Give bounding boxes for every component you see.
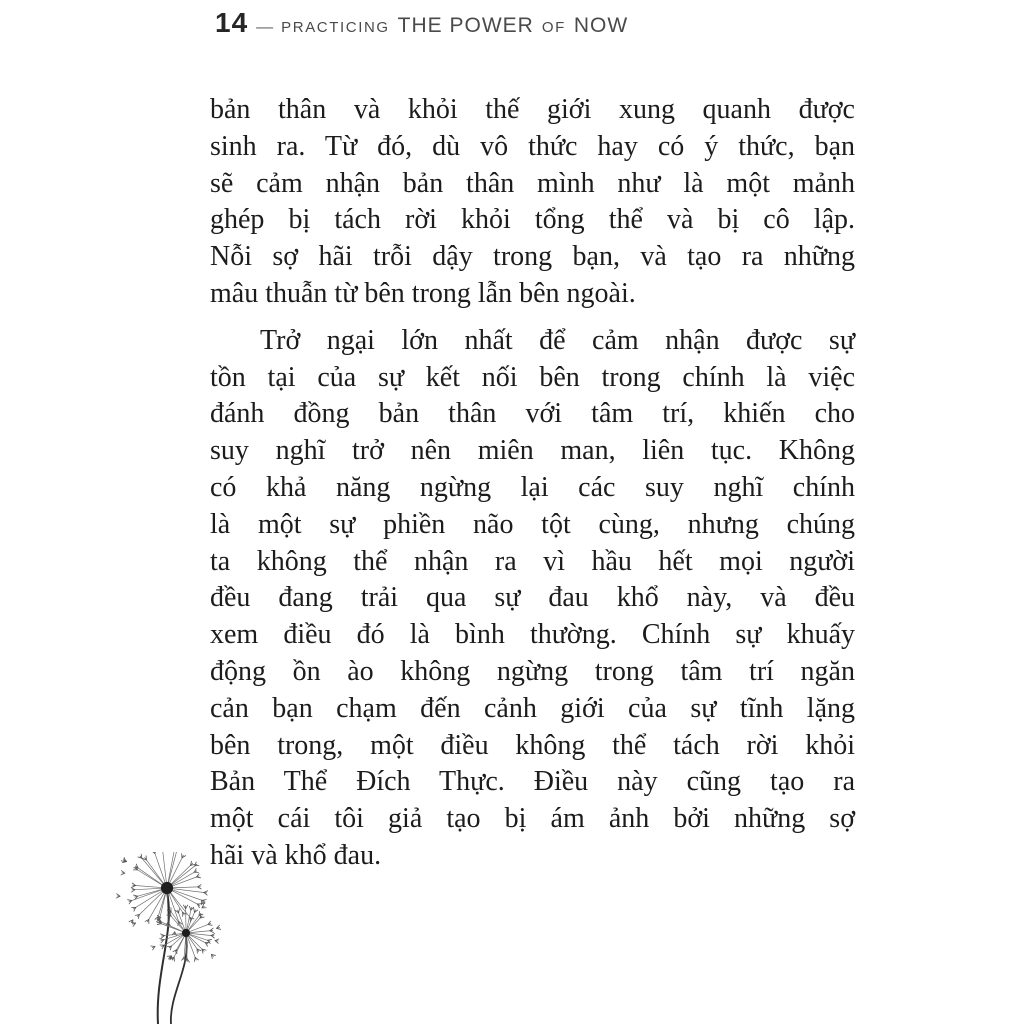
text-line: là một sự phiền não tột cùng, nhưng chúng	[210, 508, 855, 540]
text-line: đánh đồng bản thân với tâm trí, khiến cho	[210, 398, 855, 430]
paragraph	[210, 323, 855, 875]
text-line: sinh ra. Từ đó, dù vô thức hay có ý thức, bạn	[210, 130, 855, 162]
header-title-part: NOW	[573, 14, 629, 37]
text-line: động ồn ào không ngừng trong tâm trí ngăn	[210, 655, 855, 687]
text-line: đều đang trải qua sự đau khổ này, và đều	[210, 582, 855, 614]
text-line: ghép bị tách rời khỏi tổng thể và bị cô lập.	[210, 204, 855, 236]
text-line: tồn tại của sự kết nối bên trong chính là việc	[210, 361, 855, 393]
text-line: có khả năng ngừng lại các suy nghĩ chính	[210, 471, 855, 503]
text-line: xem điều đó là bình thường. Chính sự khuấy	[210, 619, 855, 651]
text-line: mâu thuẫn từ bên trong lẫn bên ngoài.	[210, 277, 636, 309]
page-number: 14	[215, 7, 249, 38]
text-line: ta không thể nhận ra vì hầu hết mọi người	[210, 545, 855, 577]
header-separator: —	[256, 17, 274, 36]
text-line: cản bạn chạm đến cảnh giới của sự tĩnh lặng	[210, 692, 855, 724]
header-title-part: PRACTICING	[281, 19, 390, 36]
dandelion-illustration	[95, 852, 290, 1024]
body-text	[210, 92, 855, 875]
text-line: một cái tôi giả tạo bị ám ảnh bởi những sợ	[210, 803, 855, 835]
text-line: sẽ cảm nhận bản thân mình như là một mảnh	[210, 167, 855, 199]
page-header	[215, 7, 628, 39]
text-line: Nỗi sợ hãi trỗi dậy trong bạn, và tạo ra những	[210, 241, 855, 273]
header-title-part: OF	[541, 19, 566, 36]
text-line: hãi và khổ đau.	[210, 839, 382, 871]
header-title-part: THE POWER	[397, 14, 534, 37]
text-line: Bản Thể Đích Thực. Điều này cũng tạo ra	[210, 766, 855, 798]
text-line: Trở ngại lớn nhất để cảm nhận được sự	[260, 324, 855, 356]
text-line: bản thân và khỏi thế giới xung quanh được	[210, 94, 855, 125]
text-line: bên trong, một điều không thể tách rời khỏi	[210, 729, 855, 761]
paragraph	[210, 92, 855, 313]
text-line: suy nghĩ trở nên miên man, liên tục. Không	[210, 435, 855, 467]
